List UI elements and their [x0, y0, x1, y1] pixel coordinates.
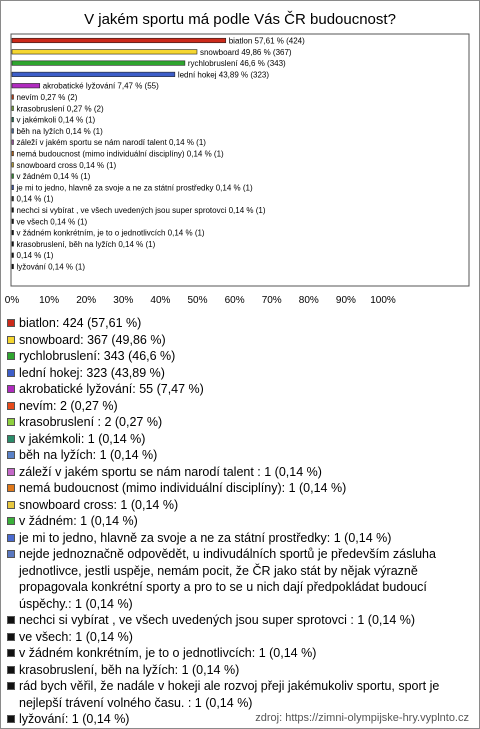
bar	[12, 230, 14, 235]
bar-data-label: lyžování 0,14 % (1)	[16, 262, 85, 272]
bar-data-label: nemá budoucnost (mimo individuální disciplíny) 0,14 % (1)	[16, 149, 224, 159]
bar-data-label: biatlon 57,61 % (424)	[228, 36, 305, 46]
chart-legend	[7, 315, 473, 728]
legend-label: akrobatické lyžování: 55 (7,47 %)	[19, 382, 204, 396]
legend-swatch	[7, 715, 15, 723]
legend-swatch	[7, 534, 15, 542]
legend-swatch	[7, 435, 15, 443]
source-note: zdroj: https://zimni-olympijske-hry.vyplnto.cz	[255, 712, 469, 724]
legend-swatch	[7, 319, 15, 327]
bar-data-label: v žádném konkrétním, je to o jednotlivcích 0,14 % (1)	[16, 228, 205, 238]
x-tick-label: 80%	[298, 295, 319, 306]
legend-item	[7, 530, 473, 547]
legend-label: nechci si vybírat , ve všech uvedených jsou super sprotovci : 1 (0,14 %)	[19, 613, 416, 627]
x-tick-label: 100%	[370, 295, 396, 306]
bar	[12, 219, 14, 224]
x-tick-label: 40%	[150, 295, 171, 306]
bar	[12, 61, 185, 66]
legend-item	[7, 464, 473, 481]
legend-swatch	[7, 649, 15, 657]
legend-label: biatlon: 424 (57,61 %)	[19, 316, 142, 330]
legend-swatch	[7, 402, 15, 410]
legend-item	[7, 315, 473, 332]
legend-item	[7, 447, 473, 464]
legend-label: krasobruslení, běh na lyžích: 1 (0,14 %)	[19, 662, 240, 677]
legend-item	[7, 645, 473, 662]
bar-data-label: záleží v jakém sportu se nám narodí talent 0,14 % (1)	[16, 138, 206, 148]
x-tick-label: 90%	[335, 295, 356, 306]
bar-data-label: 0,14 % (1)	[16, 194, 54, 204]
legend-label: nevím: 2 (0,27 %)	[19, 398, 118, 413]
legend-label: v žádném konkrétním, je to o jednotlivcích: 1 (0,14 %)	[19, 646, 317, 660]
bar-data-label: krasobruslení, běh na lyžích 0,14 % (1)	[16, 239, 156, 249]
bar-data-label: v žádném 0,14 % (1)	[16, 172, 91, 182]
bar	[12, 208, 14, 213]
legend-swatch	[7, 501, 15, 509]
bar	[12, 151, 14, 156]
legend-swatch	[7, 682, 15, 690]
legend-swatch	[7, 385, 15, 393]
legend-swatch	[7, 550, 15, 558]
bar-data-label: akrobatické lyžování 7,47 % (55)	[42, 81, 159, 91]
legend-swatch	[7, 418, 15, 426]
bar-data-label: nevím 0,27 % (2)	[16, 93, 78, 102]
x-tick-label: 0%	[4, 295, 20, 306]
legend-swatch	[7, 633, 15, 641]
legend-item	[7, 546, 473, 612]
legend-label: rád bych věřil, že nadále v hokeji ale rozvoj přeji jakémukoliv sportu, sport je nejlepší trávení volného času. : 1 (0,14 %)	[19, 679, 440, 710]
bar	[12, 185, 14, 190]
legend-label: snowboard cross: 1 (0,14 %)	[19, 497, 179, 512]
bar	[12, 106, 14, 111]
legend-item	[7, 398, 473, 415]
legend-swatch	[7, 616, 15, 624]
legend-item	[7, 381, 473, 398]
legend-label: nejde jednoznačně odpovědět, u indivudálních sportů je především zásluha jednotlivce, jestli uspěje, nemám pocit, že ČR jako stát by nějak výrazně propagovala konkrétní sporty a pro to se u nich dají předpokládat budoucí úspěchy.: 1 (0,14 %)	[19, 547, 436, 611]
legend-item	[7, 678, 473, 711]
legend-item	[7, 662, 473, 679]
bar-data-label: 0,14 % (1)	[16, 251, 54, 261]
x-tick-label: 70%	[261, 295, 282, 306]
legend-swatch	[7, 666, 15, 674]
legend-item	[7, 431, 473, 448]
legend-item	[7, 332, 473, 349]
bar	[12, 117, 14, 122]
bar-data-label: v jakémkoli 0,14 % (1)	[16, 115, 96, 125]
bar-data-label: krasobruslení 0,27 % (2)	[16, 104, 104, 114]
legend-item	[7, 497, 473, 514]
legend-swatch	[7, 336, 15, 344]
legend-label: záleží v jakém sportu se nám narodí talent : 1 (0,14 %)	[19, 464, 322, 479]
bar	[12, 95, 14, 100]
legend-item	[7, 348, 473, 365]
legend-label: v jakémkoli: 1 (0,14 %)	[19, 431, 146, 446]
legend-item	[7, 365, 473, 382]
bar-data-label: nechci si vybírat , ve všech uvedených jsou super sprotovci 0,14 % (1)	[16, 206, 266, 215]
bar	[12, 264, 14, 269]
x-tick-label: 30%	[113, 295, 134, 306]
legend-label: je mi to jedno, hlavně za svoje a ne za státní prostředky: 1 (0,14 %)	[19, 530, 392, 545]
x-tick-label: 20%	[76, 295, 97, 306]
legend-label: nemá budoucnost (mimo individuální disciplíny): 1 (0,14 %)	[19, 481, 347, 495]
legend-item	[7, 612, 473, 629]
bar	[12, 72, 175, 77]
bar	[12, 163, 14, 168]
bar	[12, 196, 14, 201]
legend-label: snowboard: 367 (49,86 %)	[19, 332, 166, 347]
bar	[12, 140, 14, 145]
legend-label: běh na lyžích: 1 (0,14 %)	[19, 448, 158, 462]
legend-swatch	[7, 369, 15, 377]
x-tick-label: 60%	[224, 295, 245, 306]
legend-swatch	[7, 352, 15, 360]
legend-swatch	[7, 451, 15, 459]
bar	[12, 253, 14, 258]
chart-title: V jakém sportu má podle Vás ČR budoucnost?	[84, 11, 396, 28]
legend-item	[7, 629, 473, 646]
bar-data-label: lední hokej 43,89 % (323)	[177, 70, 270, 80]
legend-item	[7, 513, 473, 530]
bar-data-label: je mi to jedno, hlavně za svoje a ne za státní prostředky 0,14 % (1)	[16, 183, 253, 193]
bar	[12, 242, 14, 247]
bar	[12, 83, 40, 88]
x-tick-label: 10%	[39, 295, 60, 306]
legend-label: rychlobruslení: 343 (46,6 %)	[19, 349, 176, 363]
legend-swatch	[7, 484, 15, 492]
legend-item	[7, 414, 473, 431]
bar	[12, 50, 197, 55]
bar-data-label: běh na lyžích 0,14 % (1)	[16, 126, 103, 136]
bar-data-label: rychlobruslení 46,6 % (343)	[187, 59, 286, 69]
legend-swatch	[7, 517, 15, 525]
legend-label: ve všech: 1 (0,14 %)	[19, 629, 133, 644]
bar	[12, 129, 14, 134]
legend-label: v žádném: 1 (0,14 %)	[19, 514, 138, 528]
bar-data-label: snowboard 49,86 % (367)	[199, 47, 292, 57]
bar-data-label: ve všech 0,14 % (1)	[16, 217, 88, 227]
legend-label: lední hokej: 323 (43,89 %)	[19, 365, 165, 380]
legend-label: lyžování: 1 (0,14 %)	[19, 712, 130, 726]
legend-item	[7, 480, 473, 497]
bar-chart	[1, 1, 479, 311]
legend-label: krasobruslení : 2 (0,27 %)	[19, 415, 163, 429]
bar	[12, 38, 226, 43]
bar	[12, 174, 14, 179]
bar-data-label: snowboard cross 0,14 % (1)	[16, 160, 117, 170]
legend-swatch	[7, 468, 15, 476]
x-tick-label: 50%	[187, 295, 208, 306]
